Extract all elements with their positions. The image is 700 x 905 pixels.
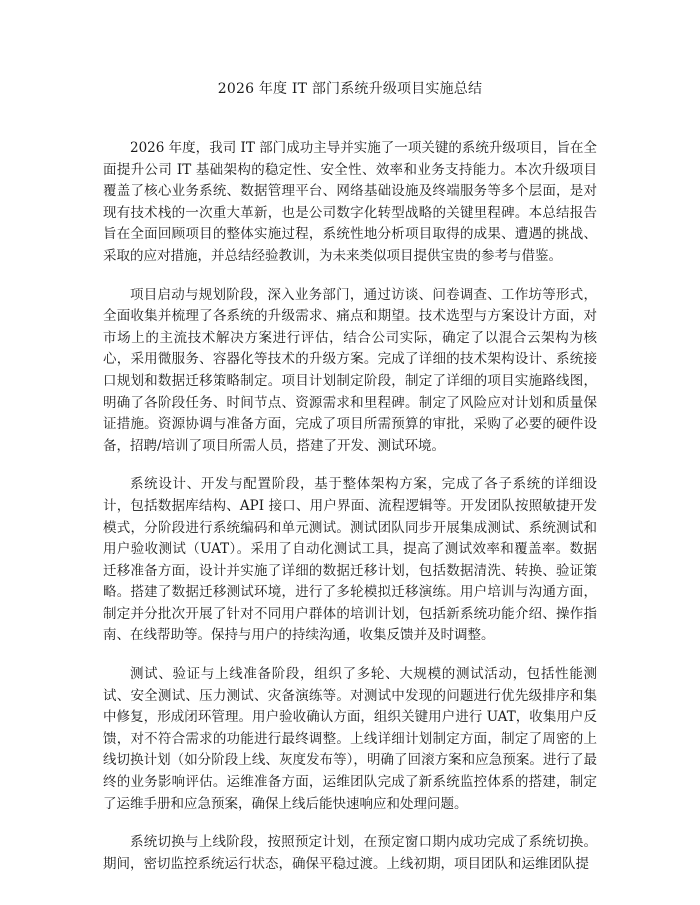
paragraph-development: 系统设计、开发与配置阶段，基于整体架构方案，完成了各子系统的详细设计，包括数据库结构、API 接口、用户界面、流程逻辑等。开发团队按照敏捷开发模式，分阶段进行系统编码和单元测试。测试团队同步开展集成测试、系统测试和用户验收测试（UAT）。采用了自动化测试工具，提高了测试效率和覆盖率。数据迁移准备方面，设计并实施了详细的数据迁移计划，包括数据清洗、转换、验证策略。搭建了数据迁移测试环境，进行了多轮模拟迁移演练。用户培训与沟通方面，制定并分批次开展了针对不同用户群体的培训计划，包括新系统功能介绍、操作指南、在线帮助等。保持与用户的持续沟通，收集反馈并及时调整。 bbox=[103, 476, 597, 644]
document-body bbox=[103, 138, 597, 892]
paragraph-planning: 项目启动与规划阶段，深入业务部门，通过访谈、问卷调查、工作坊等形式，全面收集并梳理了各系统的升级需求、痛点和期望。技术选型与方案设计方面，对市场上的主流技术解决方案进行评估，结合公司实际，确定了以混合云架构为核心，采用微服务、容器化等技术的升级方案。完成了详细的技术架构设计、系统接口规划和数据迁移策略制定。项目计划制定阶段，制定了详细的项目实施路线图，明确了各阶段任务、时间节点、资源需求和里程碑。制定了风险应对计划和质量保证措施。资源协调与准备方面，完成了项目所需预算的审批，采购了必要的硬件设备，招聘/培训了项目所需人员，搭建了开发、测试环境。 bbox=[103, 286, 597, 454]
paragraph-intro: 2026 年度，我司 IT 部门成功主导并实施了一项关键的系统升级项目，旨在全面提升公司 IT 基础架构的稳定性、安全性、效率和业务支持能力。本次升级项目覆盖了核心业务系统、数据管理平台、网络基础设施及终端服务等多个层面，是对现有技术栈的一次重大革新，也是公司数字化转型战略的关键里程碑。本总结报告旨在全面回顾项目的整体实施过程，系统性地分析项目取得的成果、遭遇的挑战、采取的应对措施，并总结经验教训，为未来类似项目提供宝贵的参考与借鉴。 bbox=[103, 140, 597, 264]
paragraph-testing: 测试、验证与上线准备阶段，组织了多轮、大规模的测试活动，包括性能测试、安全测试、压力测试、灾备演练等。对测试中发现的问题进行优先级排序和集中修复，形成闭环管理。用户验收确认方面，组织关键用户进行 UAT，收集用户反馈，对不符合需求的功能进行最终调整。上线详细计划制定方面，制定了周密的上线切换计划（如分阶段上线、灰度发布等），明确了回滚方案和应急预案。进行了最终的业务影响评估。运维准备方面，运维团队完成了新系统监控体系的搭建，制定了运维手册和应急预案，确保上线后能快速响应和处理问题。 bbox=[103, 666, 597, 812]
paragraph-cutover: 系统切换与上线阶段，按照预定计划，在预定窗口期内成功完成了系统切换。期间，密切监控系统运行状态，确保平稳过渡。上线初期，项目团队和运维团队提 bbox=[103, 834, 597, 872]
document-title: 2026 年度 IT 部门系统升级项目实施总结 bbox=[217, 81, 483, 97]
